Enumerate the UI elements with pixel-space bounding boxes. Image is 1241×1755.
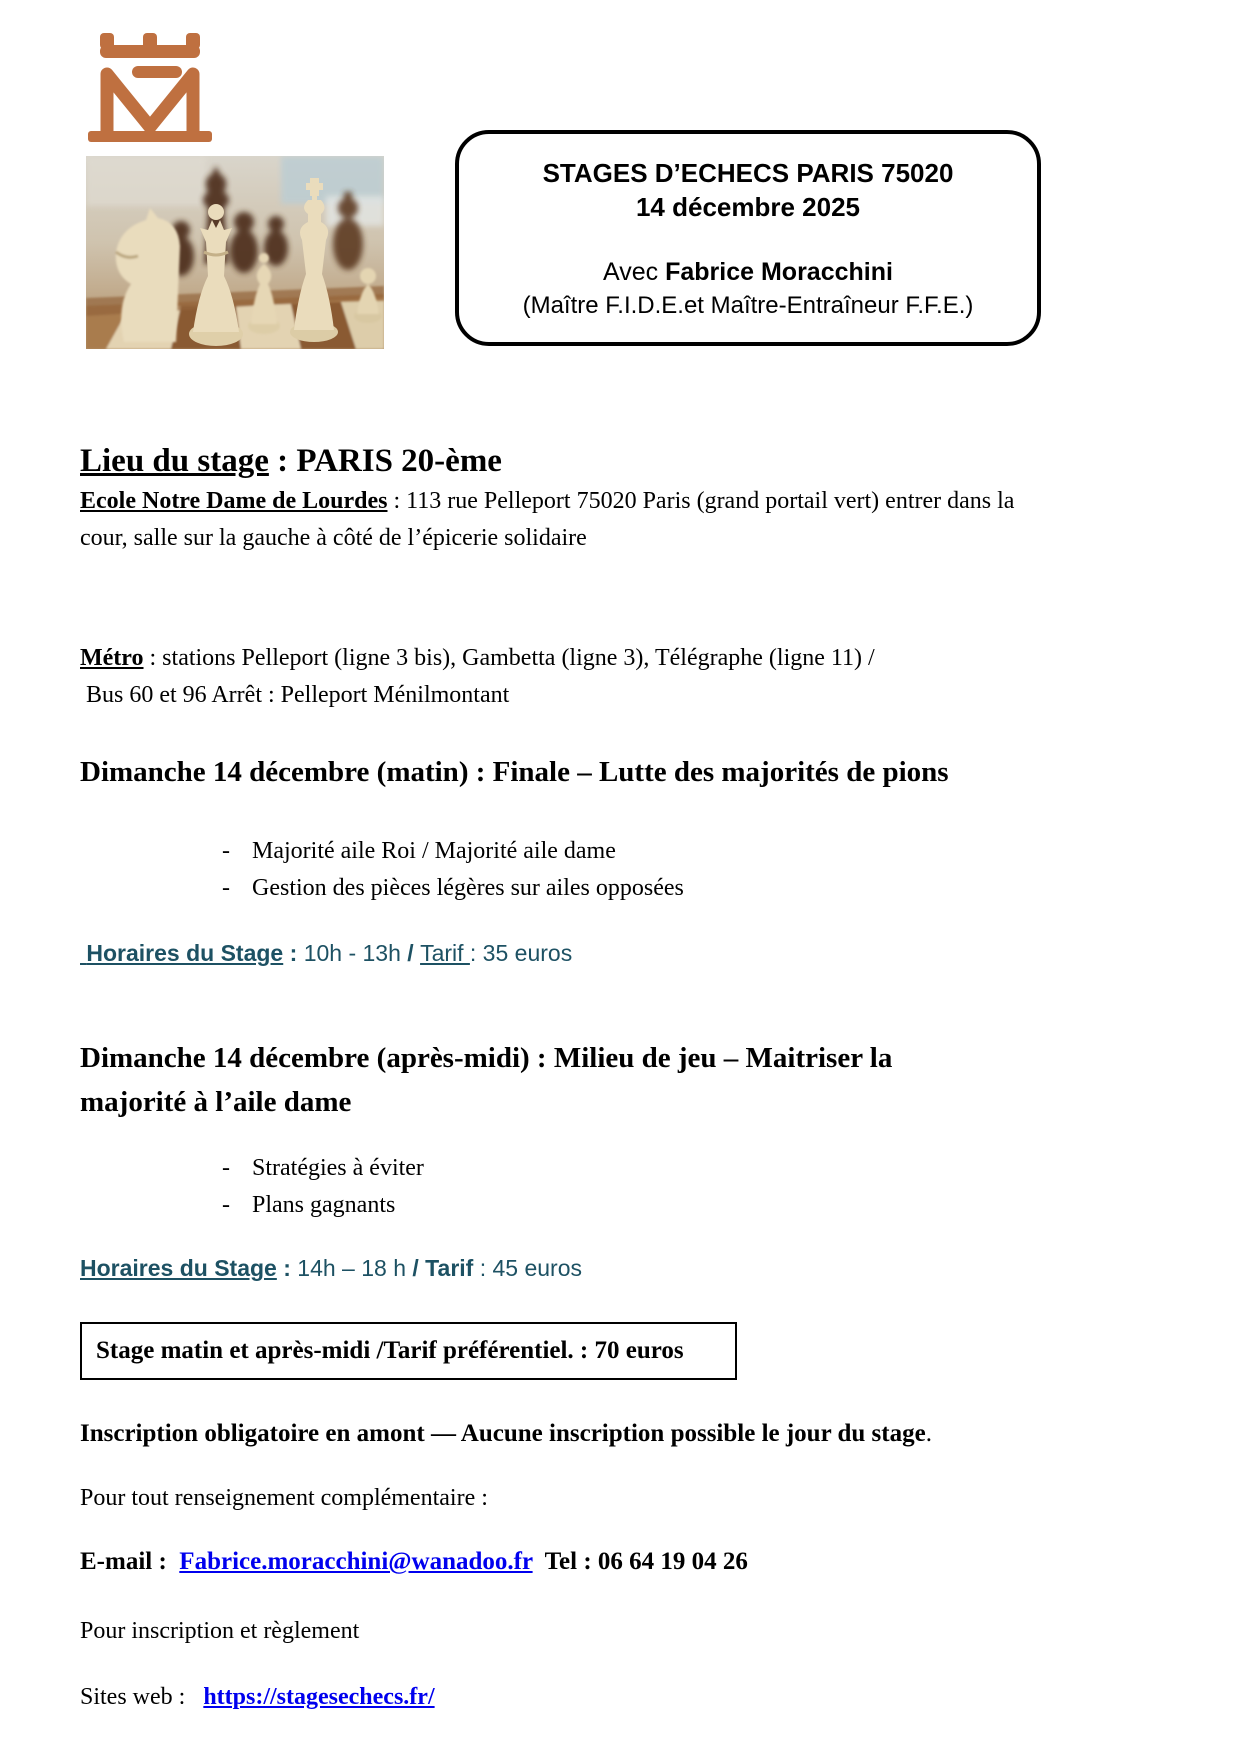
chess-crown-m-icon [88, 30, 212, 142]
info-line: Pour tout renseignement complémentaire : [80, 1485, 488, 1511]
tarif-label: Tarif [420, 940, 470, 966]
bullet-dash: - [222, 1155, 230, 1181]
bus-line: Bus 60 et 96 Arrêt : Pelleport Ménilmontant [80, 682, 510, 708]
header-with-prefix: Avec [603, 258, 666, 286]
header-box [455, 130, 1041, 346]
metro-stations: : stations Pelleport (ligne 3 bis), Gambetta (ligne 3), Télégraphe (ligne 11) / [143, 645, 875, 671]
list-item [222, 870, 684, 907]
metro-line [80, 640, 1048, 677]
location-heading-value: : PARIS 20-ème [268, 443, 502, 479]
location-heading-label: Lieu du stage [80, 443, 269, 479]
club-logo [88, 30, 212, 144]
header-spacer [459, 224, 1037, 256]
email-line [80, 1548, 748, 1576]
list-item [222, 833, 684, 870]
tarif-price: : 45 euros [473, 1255, 583, 1281]
bullet-text: Plans gagnants [252, 1192, 396, 1218]
schedule-time: 14h – 18 h [297, 1255, 413, 1281]
list-item [222, 1187, 424, 1224]
morning-bullet-list [222, 833, 684, 907]
tarif-price: : 35 euros [469, 940, 573, 966]
email-label: E-mail : [80, 1548, 180, 1575]
registration-notice-text: Inscription obligatoire en amont — Aucune inscription possible le jour du stage [80, 1420, 926, 1447]
metro-paragraph [80, 640, 1048, 714]
schedule-label: Horaires du Stage [80, 1255, 277, 1281]
price-box-text: Stage matin et après-midi /Tarif préférentiel. : 70 euros [96, 1337, 684, 1364]
email-link[interactable]: Fabrice.moracchini@wanadoo.fr [179, 1548, 533, 1575]
sites-line [80, 1684, 435, 1711]
afternoon-schedule-line: Horaires du Stage : 14h – 18 h / Tarif : 45 euros [80, 1255, 583, 1281]
price-box [80, 1322, 737, 1380]
bullet-text: Majorité aile Roi / Majorité aile dame [252, 838, 616, 864]
registration-line: Pour inscription et règlement [80, 1618, 360, 1644]
schedule-time: 10h - 13h [303, 940, 408, 966]
schedule-label: Horaires du Stage [80, 940, 284, 966]
bullet-text: Gestion des pièces légères sur ailes opposées [252, 875, 684, 901]
school-name: Ecole Notre Dame de Lourdes [80, 488, 388, 514]
morning-schedule-line: Horaires du Stage : 10h - 13h / Tarif : 35 euros [80, 940, 573, 966]
morning-session-heading: Dimanche 14 décembre (matin) : Finale – Lutte des majorités de pions [80, 756, 949, 788]
bullet-dash: - [222, 875, 230, 901]
website-link[interactable]: https://stagesechecs.fr/ [203, 1684, 435, 1710]
school-paragraph [80, 483, 1048, 557]
afternoon-session-heading: Dimanche 14 décembre (après-midi) : Milieu de jeu – Maitriser la majorité à l’aile dame [80, 1042, 900, 1118]
location-heading [80, 443, 502, 480]
registration-notice: Inscription obligatoire en amont — Aucune inscription possible le jour du stage. [80, 1420, 932, 1447]
afternoon-bullet-list [222, 1150, 424, 1224]
bullet-dash: - [222, 838, 230, 864]
tel-text: Tel : 06 64 19 04 26 [532, 1548, 748, 1575]
header-with-line [459, 256, 1037, 289]
tarif-label: / Tarif [412, 1255, 474, 1281]
bullet-dash: - [222, 1192, 230, 1218]
sites-label: Sites web : [80, 1684, 204, 1710]
header-trainer-name: Fabrice Moracchini [665, 258, 893, 286]
chess-photo-graphic [86, 156, 384, 349]
bullet-text: Stratégies à éviter [252, 1155, 424, 1181]
header-title: STAGES D’ECHECS PARIS 75020 [542, 158, 954, 188]
header-credentials: (Maître F.I.D.E.et Maître-Entraîneur F.F.E.) [522, 292, 974, 319]
metro-label: Métro [80, 645, 144, 671]
school-address: : 113 rue Pelleport 75020 Paris (grand portail vert) entrer dans la cour, salle sur la gauche à côté de l’épicerie solidaire [80, 488, 1021, 551]
list-item [222, 1150, 424, 1187]
header-date: 14 décembre 2025 [635, 192, 861, 222]
chess-pieces-photo [86, 156, 384, 349]
